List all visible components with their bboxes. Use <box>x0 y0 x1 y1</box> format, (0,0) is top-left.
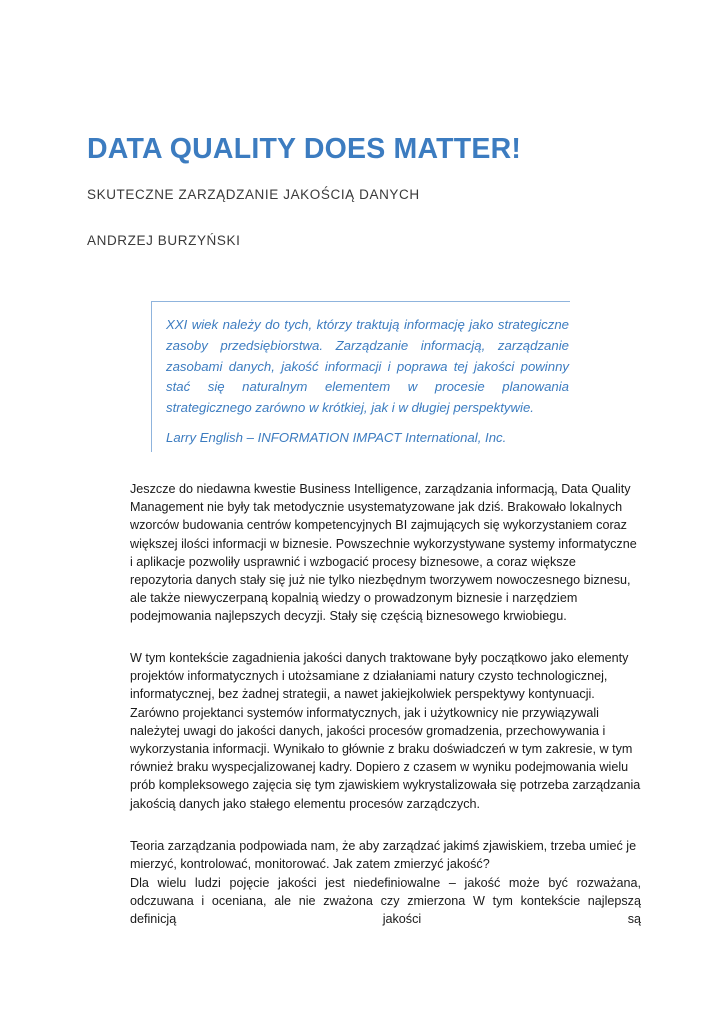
body-paragraph: W tym kontekście zagadnienia jakości danych traktowane były początkowo jako elementy projektów informatycznych i utożsamiane z działaniami natury czysto technologicznej, informatycznej, bez żadnej strategii, a nawet jakiejkolwiek perspektywy kontynuacji. Zarówno projektanci systemów informatycznych, jak i użytkownicy nie przywiązywali należytej uwagi do jakości danych, jakości procesów gromadzenia, przechowywania i wykorzystania informacji. Wynikało to głównie z braku doświadczeń w tym zakresie, w tym również braku wyspecjalizowanej kadry. Dopiero z czasem w wyniku podejmowania wielu prób kompleksowego zajęcia się tym zjawiskiem wykrystalizowała się potrzeba zarządzania jakością danych jako stałego elementu procesów zarządczych. <box>130 651 641 811</box>
body-paragraph: Jeszcze do niedawna kwestie Business Intelligence, zarządzania informacją, Data Quality Management nie były tak metodycznie usystematyzowane jak dziś. Brakowało lokalnych wzorców budowania centrów kompetencyjnych BI zajmujących się wykorzystaniem coraz większej ilości informacji w biznesie. Powszechnie wykorzystywane systemy informatyczne i aplikacje pozwoliły usprawnić i wzbogacić procesy biznesowe, a coraz większe repozytoria danych stały się już nie tylko niezbędnym tworzywem nowoczesnego biznesu, ale także niewyczerpaną kopalnią wiedzy o prowadzonym biznesie i narzędziem podejmowania najlepszych decyzji. Stały się częścią biznesowego krwiobiegu. <box>130 482 637 624</box>
document-subtitle: SKUTECZNE ZARZĄDZANIE JAKOŚCIĄ DANYCH <box>87 187 420 202</box>
body-paragraph: Dla wielu ludzi pojęcie jakości jest niedefiniowalne – jakość może być rozważana, odczuwana i oceniana, ale nie zważona czy zmierzona W tym kontekście najlepszą definicją jakości są <box>130 876 641 927</box>
body-paragraph: Teoria zarządzania podpowiada nam, że aby zarządzać jakimś zjawiskiem, trzeba umieć je mierzyć, kontrolować, monitorować. Jak zatem zmierzyć jakość? <box>130 839 637 872</box>
quote-block <box>151 301 570 452</box>
document-title: DATA QUALITY DOES MATTER! <box>87 133 522 165</box>
quote-text: XXI wiek należy do tych, którzy traktują informację jako strategiczne zasoby przedsiębiorstwa. Zarządzanie informacją, zarządzanie zasobami danych, jakość informacji i poprawa tej jakości powinny stać się naturalnym elementem w procesie planowania strategicznego zarówno w krótkiej, jak i w długiej perspektywie. <box>166 317 569 416</box>
quote-attribution: Larry English – INFORMATION IMPACT International, Inc. <box>166 430 507 445</box>
document-author: ANDRZEJ BURZYŃSKI <box>87 233 241 248</box>
